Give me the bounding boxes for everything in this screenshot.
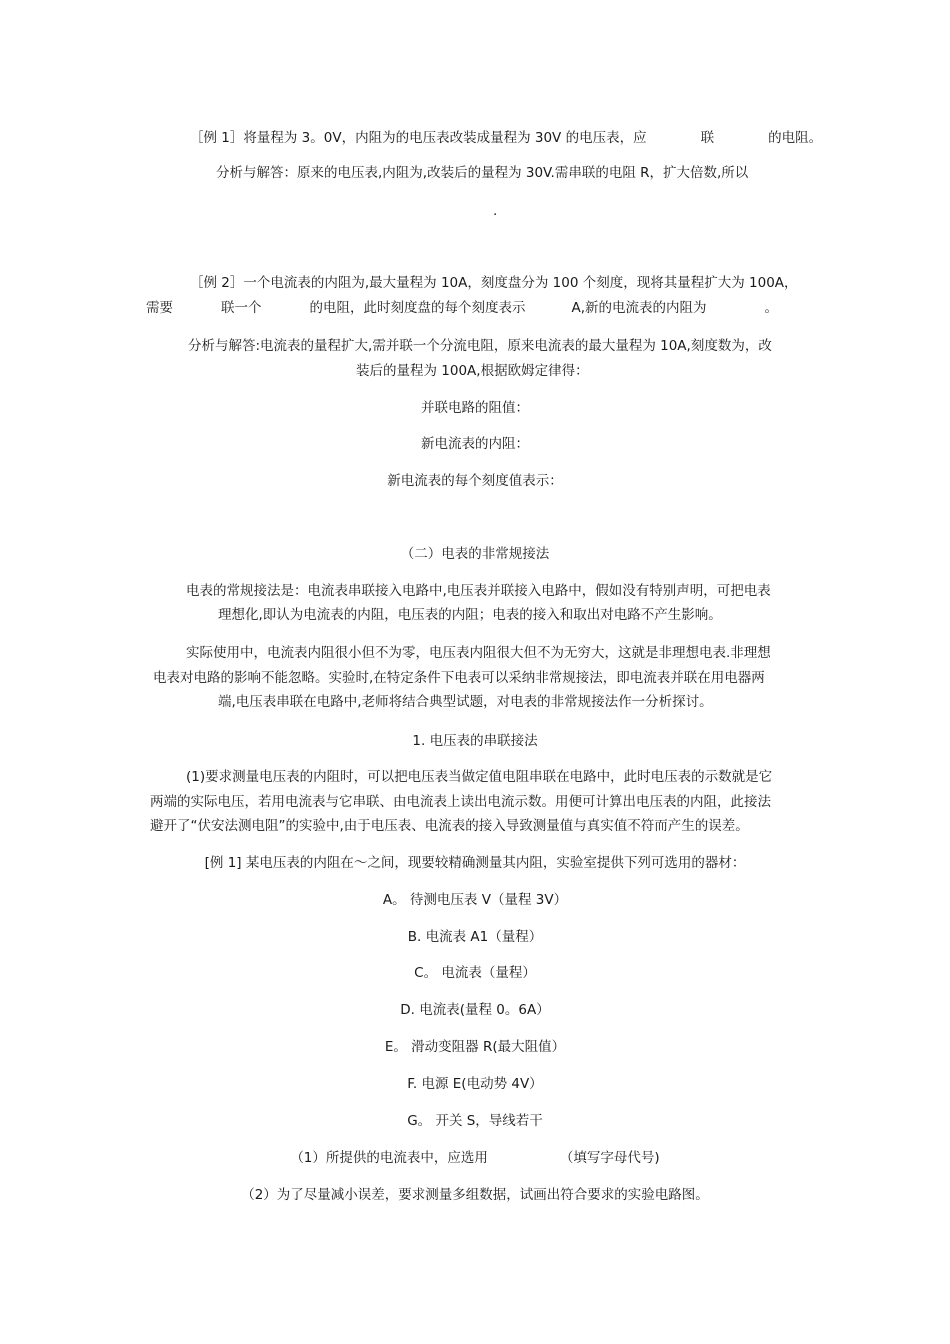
ex1-question-tail: 的电阻。 [768, 130, 823, 146]
equipment-item: C。 电流表（量程） [414, 965, 536, 981]
section-title: （二）电表的非常规接法 [400, 546, 550, 562]
section-p2-line1: 实际使用中，电流表内阻很小但不为零，电压表内阻很大但不为无穷大，这就是非理想电表.非理想 [186, 645, 771, 661]
section-p3-line3: 避开了“伏安法测电阻”的实验中,由于电压表、电流表的接入导致测量值与真实值不符而产生的误差。 [150, 818, 749, 834]
ex2-q-resistor: 的电阻，此时刻度盘的每个刻度表示 [309, 300, 526, 316]
ex2-parallel-resistance: 并联电路的阻值： [421, 400, 529, 416]
section-p2-line2: 电表对电路的影响不能忽略。实验时,在特定条件下电表可以采纳非常规接法，即电流表并联在用电器两 [153, 670, 765, 686]
ex1-question-blank-label: 联 [700, 130, 715, 146]
ex2-q-internal: A,新的电流表的内阻为 [571, 300, 707, 316]
section-p3-line2: 两端的实际电压，若用电流表与它串联、由电流表上读出电流示数。用便可计算出电压表的内阻，此接法 [150, 794, 771, 810]
section-p1-line2: 理想化,即认为电流表的内阻，电压表的内阻；电表的接入和取出对电路不产生影响。 [218, 607, 722, 623]
equipment-item: B. 电流表 A1（量程） [407, 929, 543, 945]
ex2-q-end: 。 [764, 300, 779, 316]
subsection-title: 1. 电压表的串联接法 [412, 733, 538, 749]
example-intro: [例 1] 某电压表的内阻在～之间，现要较精确测量其内阻，实验室提供下列可选用的器材： [204, 855, 746, 871]
ex1-question-text: ［例 1］将量程为 3。0V，内阻为的电压表改装成量程为 30V 的电压表，应 [190, 130, 647, 146]
question-1-text: （1）所提供的电流表中，应选用 [290, 1150, 488, 1166]
ex1-analysis: 分析与解答：原来的电压表,内阻为,改装后的量程为 30V.需串联的电阻 R，扩大倍数,所以 [216, 165, 749, 181]
question-1-hint: （填写字母代号) [559, 1150, 660, 1166]
ex2-internal-resistance: 新电流表的内阻： [421, 436, 529, 452]
equipment-item: A。 待测电压表 V（量程 3V） [382, 892, 568, 908]
ex2-q-need: 需要 [146, 300, 173, 316]
ex2-analysis-line1: 分析与解答:电流表的量程扩大,需并联一个分流电阻，原来电流表的最大量程为 10A,刻度数为，改 [188, 338, 772, 354]
ex2-question-line2 [146, 298, 778, 318]
section-p1-line1: 电表的常规接法是：电流表串联接入电路中,电压表并联接入电路中，假如没有特别声明，可把电表 [186, 583, 771, 599]
section-p2-line3: 端,电压表串联在电路中,老师将结合典型试题，对电表的非常规接法作一分析探讨。 [218, 694, 713, 710]
ex2-per-division: 新电流表的每个刻度值表示： [387, 473, 563, 489]
question-1 [0, 1148, 950, 1168]
ex2-q-connect: 联一个 [221, 300, 262, 316]
equipment-item: D. 电流表(量程 0。6A） [400, 1002, 550, 1018]
question-2: （2）为了尽量减小误差，要求测量多组数据，试画出符合要求的实验电路图。 [241, 1187, 709, 1203]
ex2-question-line1: ［例 2］一个电流表的内阻为,最大量程为 10A，刻度盘分为 100 个刻度，现将其量程扩大为 100A， [190, 275, 798, 291]
ex2-analysis-line2: 装后的量程为 100A,根据欧姆定律得： [356, 363, 589, 379]
equipment-item: F. 电源 E(电动势 4V） [407, 1076, 543, 1092]
ex1-question [190, 128, 822, 148]
equipment-item: E。 滑动变阻器 R(最大阻值） [384, 1039, 566, 1055]
ex1-dot: . [493, 203, 498, 219]
section-p3-line1: (1)要求测量电压表的内阻时，可以把电压表当做定值电阻串联在电路中，此时电压表的示数就是它 [186, 769, 773, 785]
equipment-item: G。 开关 S，导线若干 [407, 1113, 543, 1129]
